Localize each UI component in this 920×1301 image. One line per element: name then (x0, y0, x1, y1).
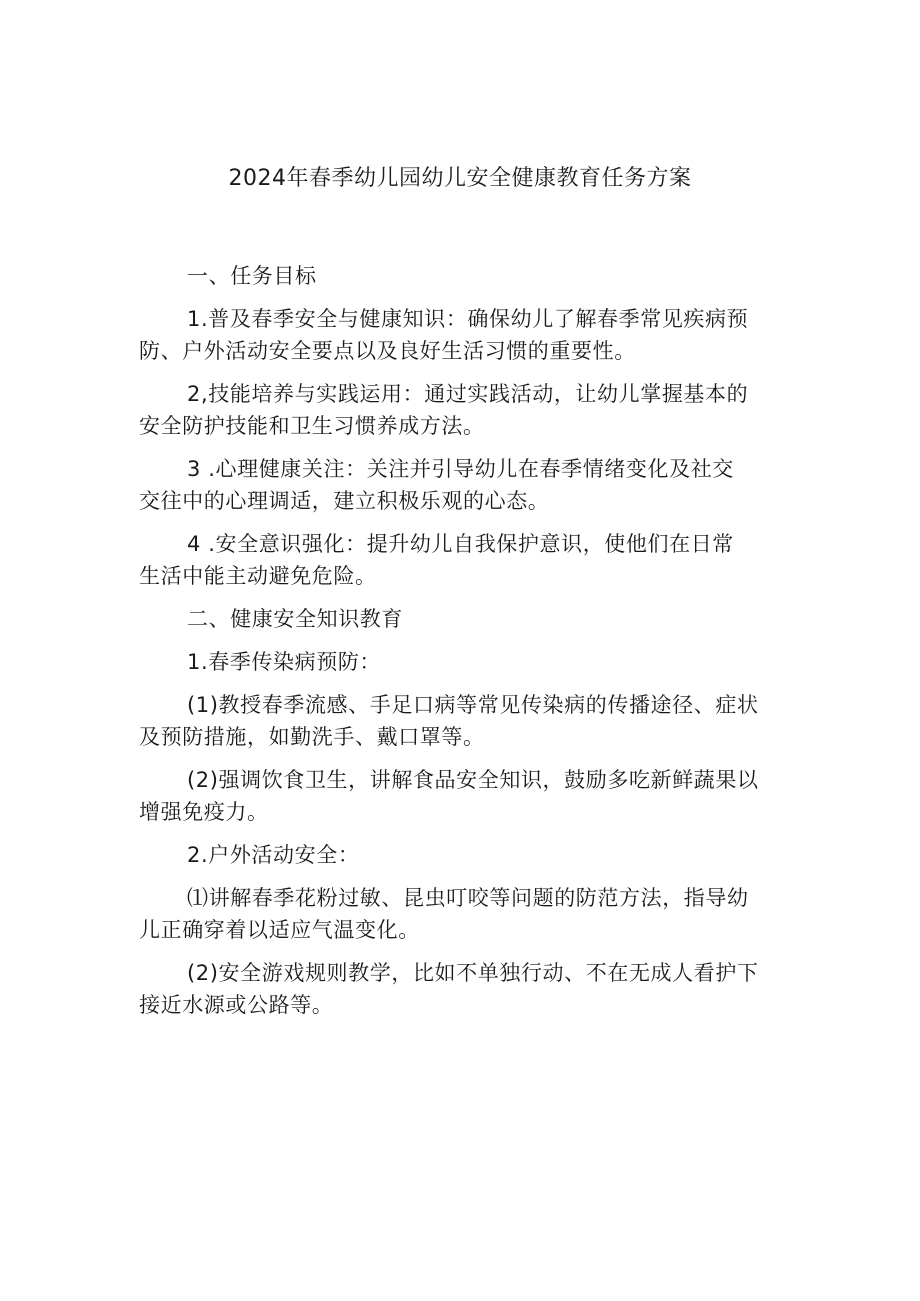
paragraph-line: 生活中能主动避免危险。 (139, 564, 377, 588)
paragraph-goal-1 (139, 303, 783, 367)
paragraph-goal-2 (139, 378, 783, 442)
paragraph-disease-1 (139, 689, 783, 753)
paragraph-disease-2 (139, 764, 783, 828)
paragraph-line: 儿正确穿着以适应气温变化。 (139, 918, 420, 942)
paragraph-goal-3 (139, 453, 783, 517)
paragraph-line: (1)教授春季流感、手足口病等常见传染病的传播途径、症状 (187, 693, 759, 717)
section-heading-education: 二、健康安全知识教育 (187, 607, 403, 631)
section-heading-goals: 一、任务目标 (187, 264, 317, 288)
paragraph-line: 防、户外活动安全要点以及良好生活习惯的重要性。 (139, 339, 636, 363)
paragraph-outdoor-2 (139, 957, 783, 1021)
paragraph-line: ⑴讲解春季花粉过敏、昆虫叮咬等问题的防范方法，指导幼 (187, 886, 749, 910)
subsection-heading-disease-prevention: 1.春季传染病预防： (187, 650, 382, 674)
paragraph-line: (2)强调饮食卫生，讲解食品安全知识，鼓励多吃新鲜蔬果以 (187, 768, 759, 792)
paragraph-line: 接近水源或公路等。 (139, 993, 334, 1017)
paragraph-line: 交往中的心理调适，建立积极乐观的心态。 (139, 489, 550, 513)
paragraph-line: 及预防措施，如勤洗手、戴口罩等。 (139, 725, 485, 749)
paragraph-line: (2)安全游戏规则教学，比如不单独行动、不在无成人看护下 (187, 961, 759, 985)
paragraph-line: 安全防护技能和卫生习惯养成方法。 (139, 414, 485, 438)
document-body (139, 260, 783, 1021)
paragraph-line: 1.普及春季安全与健康知识：确保幼儿了解春季常见疾病预 (187, 307, 749, 331)
paragraph-line: 4 .安全意识强化：提升幼儿自我保护意识，使他们在日常 (187, 532, 734, 556)
paragraph-outdoor-1 (139, 882, 783, 946)
subsection-heading-outdoor-safety: 2.户外活动安全： (187, 843, 360, 867)
paragraph-goal-4 (139, 528, 783, 592)
paragraph-line: 2,技能培养与实践运用：通过实践活动，让幼儿掌握基本的 (187, 382, 749, 406)
paragraph-line: 3 .心理健康关注：关注并引导幼儿在春季情绪变化及社交 (187, 457, 734, 481)
document-title: 2024年春季幼儿园幼儿安全健康教育任务方案 (228, 166, 692, 191)
paragraph-line: 增强免疫力。 (139, 800, 269, 824)
